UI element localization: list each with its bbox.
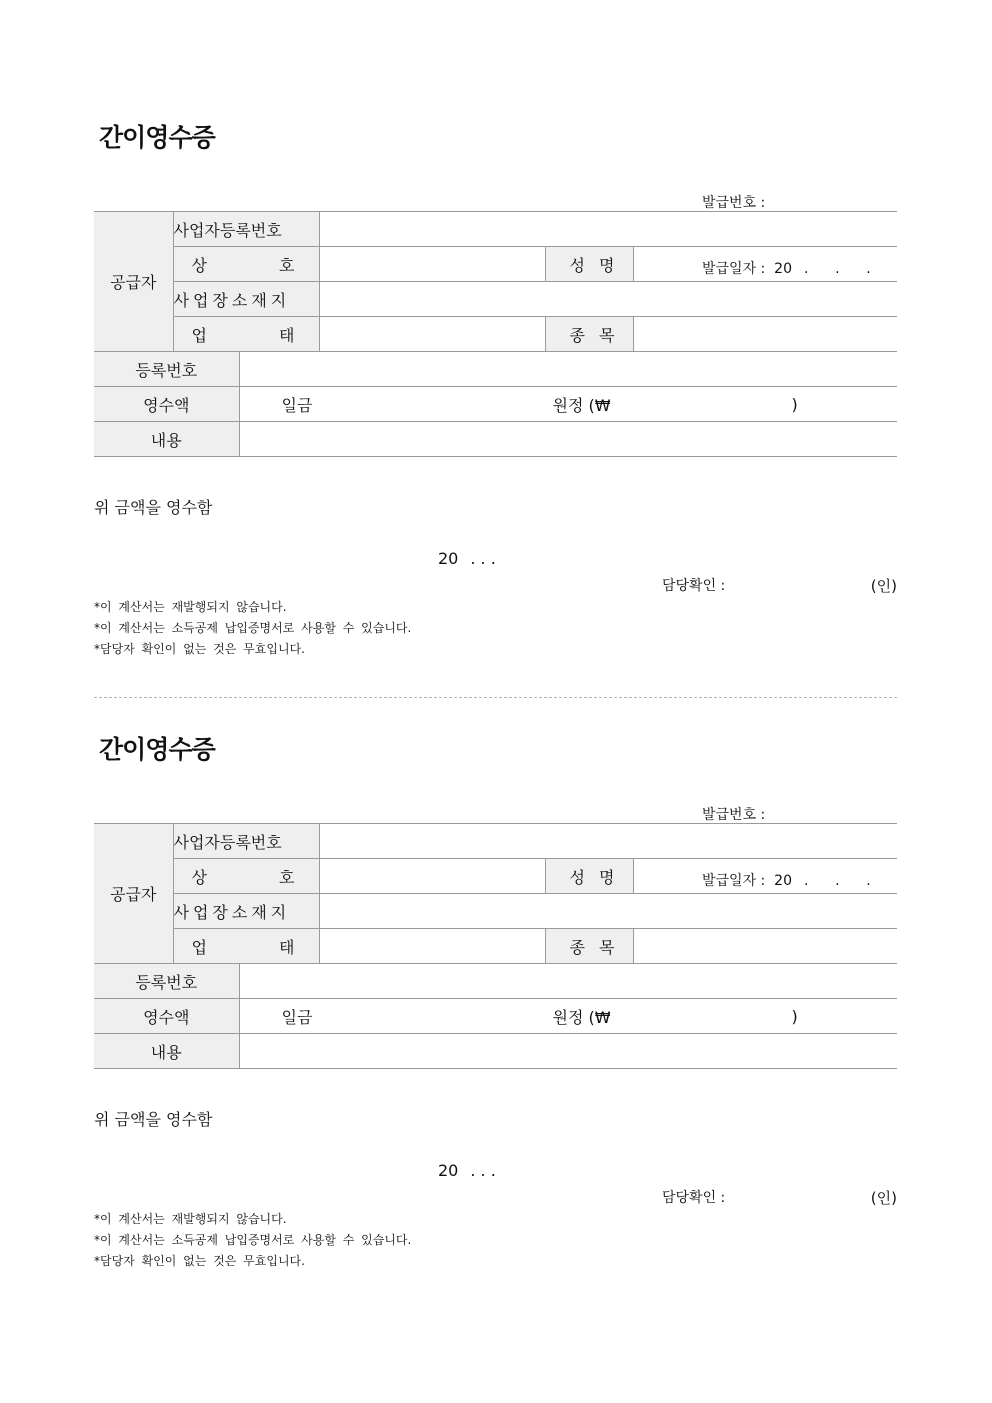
confirm-label: 담당확인 :: [662, 1190, 726, 1206]
footnote-3: *담당자 확인이 없는 것은 무효입니다.: [94, 1254, 305, 1268]
table-row: [94, 317, 897, 352]
content-label: 내용: [94, 422, 239, 457]
table-row: [94, 929, 897, 964]
sign-date-dots: . . .: [470, 1161, 496, 1180]
footnote-2: *이 계산서는 소득공제 납입증명서로 사용할 수 있습니다.: [94, 621, 412, 635]
table-row: [94, 964, 897, 999]
business-type-label: 업 태: [173, 929, 319, 964]
amount-label: 영수액: [94, 387, 239, 422]
address-label: 사업장소재지: [173, 282, 319, 317]
table-row: [94, 282, 897, 317]
biz-reg-no-label: 사업자등록번호: [173, 212, 319, 247]
issue-number-label: 발급번호 :: [702, 195, 766, 211]
footnotes: [94, 597, 411, 660]
amount-label: 영수액: [94, 999, 239, 1034]
table-row: [94, 352, 897, 387]
amount-prefix: 일금: [281, 395, 313, 415]
table-row: [94, 894, 897, 929]
amount-field[interactable]: [239, 999, 897, 1034]
table-row: [94, 422, 897, 457]
reg-no-label: 등록번호: [94, 964, 239, 999]
issue-date-year: 20: [774, 261, 792, 277]
amount-close: ): [791, 394, 798, 414]
biz-reg-no-field[interactable]: [319, 824, 897, 859]
issue-date-label: 발급일자 :: [702, 261, 766, 277]
footnote-3: *담당자 확인이 없는 것은 무효입니다.: [94, 642, 305, 656]
issue-date-year: 20: [774, 873, 792, 889]
reg-no-label: 등록번호: [94, 352, 239, 387]
owner-name-field[interactable]: [633, 859, 897, 894]
footnote-1: *이 계산서는 재발행되지 않습니다.: [94, 600, 287, 614]
owner-name-field[interactable]: [633, 247, 897, 282]
issue-date-label: 발급일자 :: [702, 873, 766, 889]
amount-prefix: 일금: [281, 1007, 313, 1027]
address-field[interactable]: [319, 282, 897, 317]
biz-reg-no-label: 사업자등록번호: [173, 824, 319, 859]
amount-close: ): [791, 1006, 798, 1026]
item-field[interactable]: [633, 929, 897, 964]
table-row: [94, 1034, 897, 1069]
table-row: [94, 247, 897, 282]
sign-date: [438, 549, 496, 568]
reg-no-field[interactable]: [239, 352, 897, 387]
confirm-label: 담당확인 :: [662, 578, 726, 594]
owner-name-label: 성 명: [545, 247, 633, 282]
cut-line: [94, 697, 897, 698]
footnotes: [94, 1209, 411, 1272]
receipt-title: 간이영수증: [99, 123, 215, 152]
address-field[interactable]: [319, 894, 897, 929]
seal-label: (인): [870, 577, 897, 595]
table-row: [94, 387, 897, 422]
business-type-label: 업 태: [173, 317, 319, 352]
supplier-label: 공급자: [94, 212, 173, 352]
amount-field[interactable]: [239, 387, 897, 422]
trade-name-field[interactable]: [319, 859, 545, 894]
reg-no-field[interactable]: [239, 964, 897, 999]
supplier-label: 공급자: [94, 824, 173, 964]
sign-date-year: 20: [438, 549, 459, 568]
content-label: 내용: [94, 1034, 239, 1069]
receipt-table: [94, 823, 897, 1069]
biz-reg-no-field[interactable]: [319, 212, 897, 247]
trade-name-label: 상 호: [173, 859, 319, 894]
address-label: 사업장소재지: [173, 894, 319, 929]
receipt-title: 간이영수증: [99, 735, 215, 764]
content-field[interactable]: [239, 1034, 897, 1069]
table-row: [94, 212, 897, 247]
table-row: [94, 859, 897, 894]
item-field[interactable]: [633, 317, 897, 352]
footnote-1: *이 계산서는 재발행되지 않습니다.: [94, 1212, 287, 1226]
issue-date-dots: . . .: [804, 873, 871, 889]
sign-date-dots: . . .: [470, 549, 496, 568]
confirm-line: [662, 575, 897, 596]
amount-won-label: 원정 (₩: [552, 1007, 611, 1027]
table-row: [94, 999, 897, 1034]
sign-date-year: 20: [438, 1161, 459, 1180]
issue-date-dots: . . .: [804, 261, 871, 277]
owner-name-label: 성 명: [545, 859, 633, 894]
trade-name-label: 상 호: [173, 247, 319, 282]
sign-date: [438, 1161, 496, 1180]
received-note: 위 금액을 영수함: [94, 1110, 213, 1129]
item-label: 종 목: [545, 317, 633, 352]
table-row: [94, 824, 897, 859]
trade-name-field[interactable]: [319, 247, 545, 282]
business-type-field[interactable]: [319, 929, 545, 964]
amount-won-label: 원정 (₩: [552, 395, 611, 415]
footnote-2: *이 계산서는 소득공제 납입증명서로 사용할 수 있습니다.: [94, 1233, 412, 1247]
business-type-field[interactable]: [319, 317, 545, 352]
issue-number-label: 발급번호 :: [702, 807, 766, 823]
seal-label: (인): [870, 1189, 897, 1207]
item-label: 종 목: [545, 929, 633, 964]
confirm-line: [662, 1187, 897, 1208]
content-field[interactable]: [239, 422, 897, 457]
receipt-table: [94, 211, 897, 457]
received-note: 위 금액을 영수함: [94, 498, 213, 517]
